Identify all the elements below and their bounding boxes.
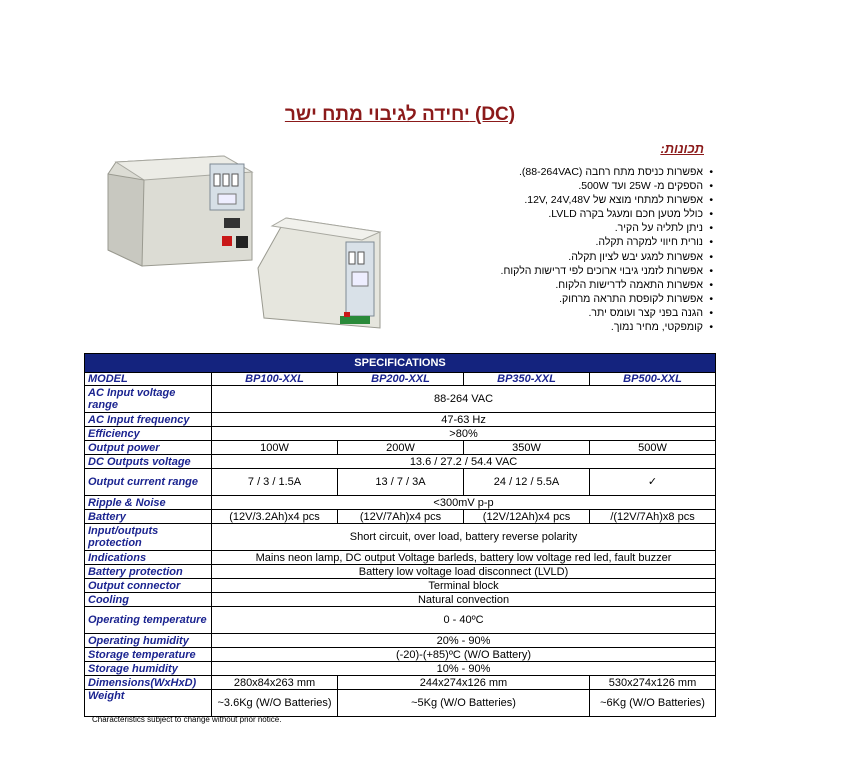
value-cell: 13.6 / 27.2 / 54.4 VAC bbox=[212, 455, 716, 469]
feature-item: • אפשרות התאמה לדרישות הלקוח. bbox=[413, 278, 713, 292]
table-row bbox=[85, 690, 716, 717]
value-cell: >80% bbox=[212, 427, 716, 441]
feature-item: • כולל מטען חכם ומעגל בקרה LVLD. bbox=[413, 207, 713, 221]
value-cell: 10% - 90% bbox=[212, 662, 716, 676]
model-cell: BP500-XXL bbox=[590, 373, 716, 386]
value-cell: Natural convection bbox=[212, 593, 716, 607]
model-cell: BP100-XXL bbox=[212, 373, 338, 386]
value-cell: ~3.6Kg (W/O Batteries) bbox=[212, 690, 338, 717]
table-row bbox=[85, 510, 716, 524]
table-row bbox=[85, 551, 716, 565]
row-label: Indications bbox=[85, 551, 212, 565]
row-label: Weight bbox=[85, 690, 212, 717]
row-label: AC Input frequency bbox=[85, 413, 212, 427]
value-cell: Short circuit, over load, battery reverse polarity bbox=[212, 524, 716, 551]
feature-item: • אפשרות לזמני גיבוי ארוכים לפי דרישות הלקוח. bbox=[413, 264, 713, 278]
row-label: Operating humidity bbox=[85, 634, 212, 648]
value-cell: (12V/7Ah)x4 pcs bbox=[338, 510, 464, 524]
table-row bbox=[85, 662, 716, 676]
table-row bbox=[85, 455, 716, 469]
value-cell: 20% - 90% bbox=[212, 634, 716, 648]
table-row bbox=[85, 413, 716, 427]
table-caption: SPECIFICATIONS bbox=[85, 354, 716, 373]
table-row bbox=[85, 648, 716, 662]
table-row bbox=[85, 565, 716, 579]
table-row bbox=[85, 441, 716, 455]
value-cell: 0 - 40ºC bbox=[212, 607, 716, 634]
features-list bbox=[413, 165, 713, 334]
table-row bbox=[85, 496, 716, 510]
feature-item: • ניתן לתליה על הקיר. bbox=[413, 221, 713, 235]
feature-item: • הגנה בפני קצר ועומס יתר. bbox=[413, 306, 713, 320]
row-label: Battery protection bbox=[85, 565, 212, 579]
row-label: Output power bbox=[85, 441, 212, 455]
table-row bbox=[85, 373, 716, 386]
product-photo-large-unit bbox=[102, 150, 254, 268]
value-cell: 24 / 12 / 5.5A bbox=[464, 469, 590, 496]
value-cell: <300mV p-p bbox=[212, 496, 716, 510]
value-cell: (12V/12Ah)x4 pcs bbox=[464, 510, 590, 524]
row-label: Cooling bbox=[85, 593, 212, 607]
table-row bbox=[85, 593, 716, 607]
row-label: DC Outputs voltage bbox=[85, 455, 212, 469]
feature-item: • אפשרות למגע יבש לציון תקלה. bbox=[413, 250, 713, 264]
value-cell: 530x274x126 mm bbox=[590, 676, 716, 690]
row-label: Battery bbox=[85, 510, 212, 524]
value-cell: 7 / 3 / 1.5A bbox=[212, 469, 338, 496]
feature-item: • אפשרות כניסת מתח רחבה (88-264VAC). bbox=[413, 165, 713, 179]
value-cell: 500W bbox=[590, 441, 716, 455]
model-cell: BP200-XXL bbox=[338, 373, 464, 386]
value-cell: Terminal block bbox=[212, 579, 716, 593]
table-row bbox=[85, 469, 716, 496]
value-cell: (-20)-(+85)ºC (W/O Battery) bbox=[212, 648, 716, 662]
value-cell: ~6Kg (W/O Batteries) bbox=[590, 690, 716, 717]
row-label: Operating temperature bbox=[85, 607, 212, 634]
value-cell: 244x274x126 mm bbox=[338, 676, 590, 690]
value-cell: 200W bbox=[338, 441, 464, 455]
row-label: Input/outputs protection bbox=[85, 524, 212, 551]
value-cell: 88-264 VAC bbox=[212, 386, 716, 413]
table-row bbox=[85, 579, 716, 593]
value-cell: Battery low voltage load disconnect (LVLD) bbox=[212, 565, 716, 579]
row-label: MODEL bbox=[85, 373, 212, 386]
table-row bbox=[85, 676, 716, 690]
value-cell: ~5Kg (W/O Batteries) bbox=[338, 690, 590, 717]
value-cell: 47-63 Hz bbox=[212, 413, 716, 427]
value-cell: 100W bbox=[212, 441, 338, 455]
row-label: AC Input voltage range bbox=[85, 386, 212, 413]
feature-item: • אפשרות לקופסת התראה מרחוק. bbox=[413, 292, 713, 306]
feature-item: • אפשרות למתחי מוצא של 12V, 24V,48V. bbox=[413, 193, 713, 207]
value-cell: 13 / 7 / 3A bbox=[338, 469, 464, 496]
features-heading: תכונות: bbox=[660, 141, 704, 156]
value-cell: 350W bbox=[464, 441, 590, 455]
value-cell: Mains neon lamp, DC output Voltage barleds, battery low voltage red led, fault buzzer bbox=[212, 551, 716, 565]
table-row bbox=[85, 524, 716, 551]
row-label: Dimensions(WxHxD) bbox=[85, 676, 212, 690]
feature-item: • נורית חיווי למקרה תקלה. bbox=[413, 235, 713, 249]
product-photo-wall-unit bbox=[252, 212, 386, 334]
row-label: Efficiency bbox=[85, 427, 212, 441]
row-label: Ripple & Noise bbox=[85, 496, 212, 510]
table-row bbox=[85, 427, 716, 441]
value-cell: 280x84x263 mm bbox=[212, 676, 338, 690]
row-label: Storage humidity bbox=[85, 662, 212, 676]
value-cell: /(12V/7Ah)x8 pcs bbox=[590, 510, 716, 524]
row-label: Output connector bbox=[85, 579, 212, 593]
value-cell: (12V/3.2Ah)x4 pcs bbox=[212, 510, 338, 524]
feature-item: • הספקים מ- 25W ועד 500W. bbox=[413, 179, 713, 193]
table-row bbox=[85, 386, 716, 413]
row-label: Storage temperature bbox=[85, 648, 212, 662]
footnote: Characteristics subject to change without prior notice. bbox=[92, 715, 282, 724]
value-cell: ✓ bbox=[590, 469, 716, 496]
specifications-table bbox=[84, 353, 716, 717]
table-row bbox=[85, 607, 716, 634]
feature-item: • קומפקטי, מחיר נמוך. bbox=[413, 320, 713, 334]
model-cell: BP350-XXL bbox=[464, 373, 590, 386]
page-title: יחידה לגיבוי מתח ישר (DC) bbox=[284, 104, 516, 125]
row-label: Output current range bbox=[85, 469, 212, 496]
table-row bbox=[85, 634, 716, 648]
